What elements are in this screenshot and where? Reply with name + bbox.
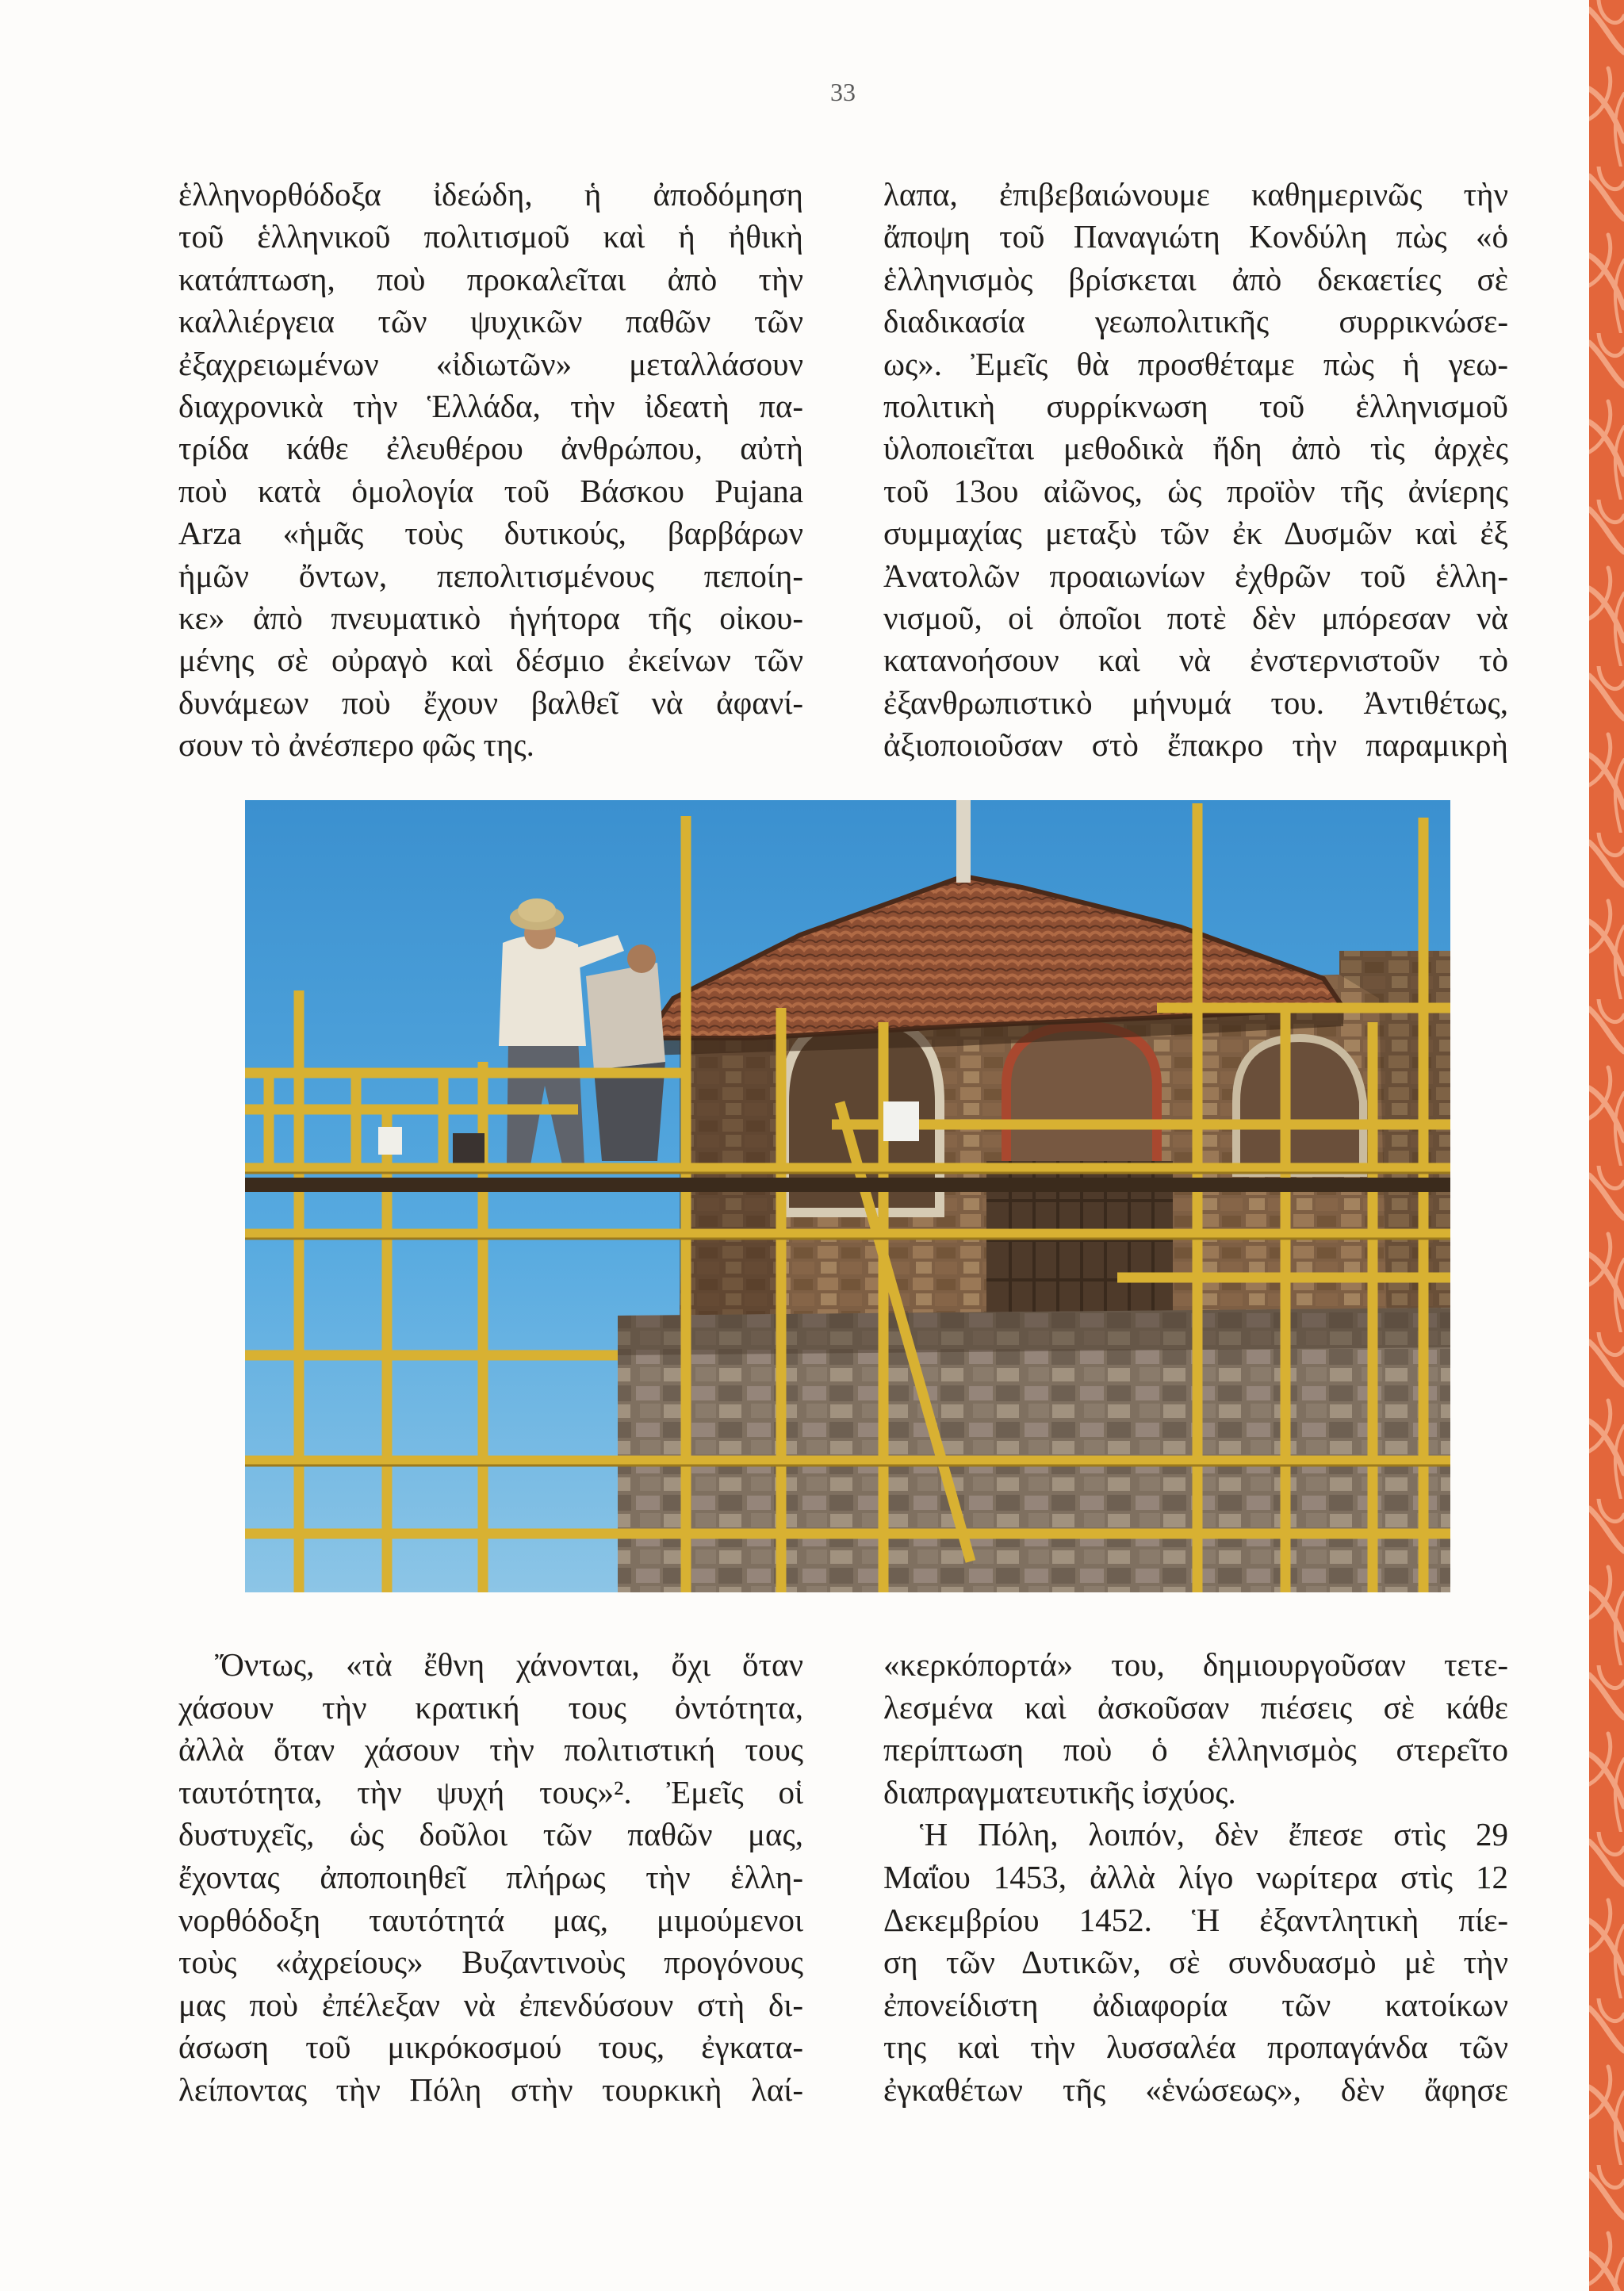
bottom-right-column — [883, 1644, 1508, 2112]
page-number: 33 — [830, 78, 856, 106]
text-line: δυστυχεῖς, ὡς δοῦλοι τῶν παθῶν μας, — [178, 1816, 803, 1853]
bucket — [883, 1101, 919, 1141]
text-line: ἐξαχρειωμένων «ἰδιωτῶν» μεταλλάσουν — [178, 345, 803, 382]
text-line: ἀξιοποιοῦσαν στὸ ἔπακρο τὴν παραμικρὴ — [883, 726, 1508, 764]
text-line: κατάπτωση, ποὺ προκαλεῖται ἀπὸ τὴν — [178, 260, 803, 297]
text-line: σουν τὸ ἀνέσπερο φῶς της. — [178, 726, 534, 764]
text-line: χάσουν τὴν κρατική τους ὀντότητα, — [178, 1688, 803, 1726]
text-line: Ἡ Πόλη, λοιπόν, δὲν ἔπεσε στὶς 29 — [920, 1816, 1508, 1853]
text-line: ὑλοποιεῖται μεθοδικὰ ἤδη ἀπὸ τὶς ἀρχὲς — [883, 430, 1508, 467]
text-line: άσωση τοῦ μικρόκοσμού τους, ἐγκατα- — [178, 2029, 803, 2066]
spire — [956, 800, 971, 883]
swirl-pattern — [1589, 0, 1624, 2291]
text-line: νισμοῦ, οἱ ὁποῖοι ποτὲ δὲν μπόρεσαν νὰ — [883, 599, 1508, 636]
text-line: μένης σὲ οὐραγὸ καὶ δέσμιο ἐκείνων τῶν — [178, 642, 803, 679]
text-line: ἐπονείδιστη ἀδιαφορία τῶν κατοίκων — [883, 1986, 1508, 2023]
text-line: Μαΐου 1453, ἀλλὰ λίγο νωρίτερα στὶς 12 — [883, 1858, 1508, 1895]
text-line: ἔχοντας ἀποποιηθεῖ πλήρως τὴν ἑλλη- — [178, 1858, 803, 1895]
text-line: κατανοήσουν καὶ νὰ ἐνστερνιστοῦν τὸ — [883, 642, 1508, 679]
text-line: ἄποψη τοῦ Παναγιώτη Κονδύλη πὼς «ὁ — [883, 218, 1508, 255]
text-line: κε» ἀπὸ πνευματικὸ ἡγήτορα τῆς οἰκου- — [178, 599, 803, 636]
text-line: της καὶ τὴν λυσσαλέα προπαγάνδα τῶν — [883, 2029, 1508, 2066]
text-line: λαπα, ἐπιβεβαιώνουμε καθημερινῶς τὴν — [883, 176, 1508, 213]
text-line: δυνάμεων ποὺ ἔχουν βαλθεῖ νὰ ἀφανί- — [178, 684, 803, 721]
church-restoration-photo — [245, 800, 1450, 1592]
text-line: διαδικασία γεωπολιτικῆς συρρικνώσε- — [883, 303, 1508, 340]
text-line: ως». Ἐμεῖς θὰ προσθέταμε πὼς ἡ γεω- — [883, 345, 1508, 382]
text-line: ἐγκαθέτων τῆς «ἑνώσεως», δὲν ἄφησε — [883, 2071, 1508, 2108]
text-line: τοὺς «ἀχρείους» Βυζαντινοὺς προγόνους — [178, 1944, 803, 1981]
text-line: ἡμῶν ὄντων, πεπολιτισμένους πεποίη- — [178, 557, 803, 594]
text-line: ταυτότητα, τὴν ψυχή τους»². Ἐμεῖς οἱ — [178, 1773, 803, 1810]
text-line: συμμαχίας μεταξὺ τῶν ἐκ Δυσμῶν καὶ ἐξ — [883, 515, 1508, 552]
right-arch — [1236, 1038, 1363, 1173]
text-line: τρίδα κάθε ἐλευθέρου ἀνθρώπου, αὐτὴ — [178, 430, 803, 467]
text-line: Ὄντως, «τὰ ἔθνη χάνονται, ὄχι ὅταν — [215, 1646, 803, 1683]
center-arch — [1006, 1026, 1157, 1173]
text-line: ἑλληνορθόδοξα ἰδεώδη, ἡ ἀποδόμηση — [178, 176, 803, 213]
text-line: μας ποὺ ἐπέλεξαν νὰ ἐπενδύσουν στὴ δι- — [178, 1986, 803, 2023]
text-line: Δεκεμβρίου 1452. Ἡ ἐξαντλητικὴ πίε- — [883, 1901, 1508, 1938]
text-line: Arza «ἡμᾶς τοὺς δυτικούς, βαρβάρων — [178, 515, 803, 552]
text-line: ση τῶν Δυτικῶν, σὲ συνδυασμὸ μὲ τὴν — [883, 1944, 1508, 1981]
text-line: καλλιέργεια τῶν ψυχικῶν παθῶν τῶν — [178, 303, 803, 340]
text-line: λεσμένα καὶ ἀσκοῦσαν πιέσεις σὲ κάθε — [883, 1688, 1508, 1726]
bucket-small — [378, 1127, 402, 1155]
decorative-edge-strip — [1589, 0, 1624, 2291]
cement-bag — [453, 1133, 485, 1165]
text-line: ἑλληνισμὸς βρίσκεται ἀπὸ δεκαετίες σὲ — [883, 260, 1508, 297]
bottom-left-column — [178, 1644, 803, 2112]
text-line: τοῦ ἑλληνικοῦ πολιτισμοῦ καὶ ἡ ἠθικὴ — [178, 218, 803, 255]
text-line: ποὺ κατὰ ὁμολογία τοῦ Βάσκου Pujana — [178, 472, 803, 509]
text-line: λείποντας τὴν Πόλη στὴν τουρκικὴ λαί- — [178, 2071, 803, 2108]
text-line: ἐξανθρωπιστικὸ μήνυμά του. Ἀντιθέτως, — [883, 684, 1508, 721]
text-line: Ἀνατολῶν προαιωνίων ἐχθρῶν τοῦ ἑλλη- — [883, 557, 1508, 594]
text-line: ἀλλὰ ὅταν χάσουν τὴν πολιτιστική τους — [178, 1731, 803, 1768]
text-line: περίπτωση ποὺ ὁ ἑλληνισμὸς στερεῖτο — [883, 1731, 1508, 1768]
text-line: διαχρονικὰ τὴν Ἑλλάδα, τὴν ἰδεατὴ πα- — [178, 387, 803, 424]
text-line: «κερκόπορτά» του, δημιουργοῦσαν τετε- — [883, 1646, 1508, 1683]
scaffold-plank — [245, 1178, 1450, 1192]
text-line: νορθόδοξη ταυτότητά μας, μιμούμενοι — [178, 1901, 803, 1938]
text-line: τοῦ 13ου αἰῶνος, ὡς προϊὸν τῆς ἀνίερης — [883, 472, 1508, 509]
top-right-column — [883, 174, 1508, 766]
top-left-column — [178, 174, 803, 766]
photo-illustration — [245, 800, 1450, 1592]
text-line: πολιτικὴ συρρίκνωση τοῦ ἑλληνισμοῦ — [883, 387, 1508, 424]
text-line: διαπραγματευτικῆς ἰσχύος. — [883, 1773, 1236, 1810]
